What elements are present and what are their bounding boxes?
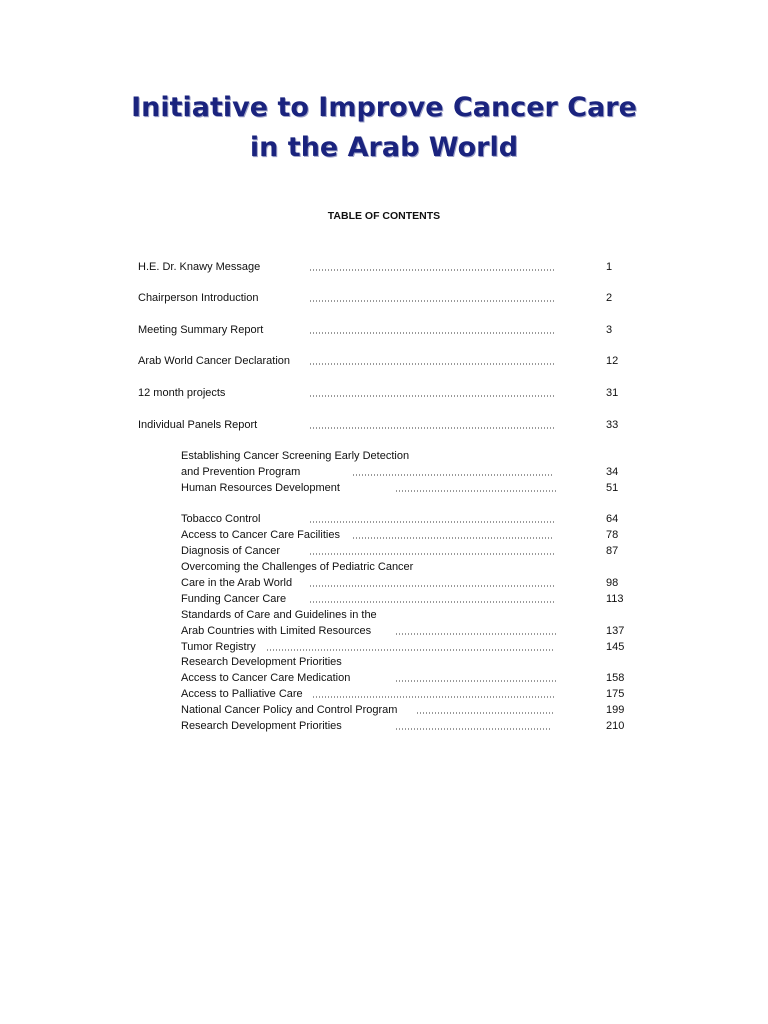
toc-entry-label: Arab World Cancer Declaration bbox=[138, 355, 291, 367]
dot-leader bbox=[352, 473, 554, 477]
toc-subentry-page: 113 bbox=[606, 593, 624, 605]
toc-subentry-label: Arab Countries with Limited Resources bbox=[181, 625, 372, 637]
title-line-1: Initiative to Improve Cancer Care bbox=[131, 92, 637, 123]
toc-subentry-page: 78 bbox=[606, 529, 619, 541]
toc-entry-page: 31 bbox=[606, 387, 619, 399]
toc-subentry-label: Diagnosis of Cancer bbox=[181, 545, 281, 557]
toc-subentry-page: 64 bbox=[606, 513, 619, 525]
toc-subentry-page: 137 bbox=[606, 625, 625, 637]
toc-entry-label: Meeting Summary Report bbox=[138, 324, 264, 336]
toc-subentry-label: Funding Cancer Care bbox=[181, 593, 287, 605]
toc-subentry-page: 175 bbox=[606, 688, 625, 700]
dot-leader bbox=[309, 520, 554, 524]
toc-entry-page: 12 bbox=[606, 355, 619, 367]
dot-leader bbox=[309, 426, 554, 430]
title-line-2: in the Arab World bbox=[249, 132, 519, 163]
toc-subentry-label: Access to Palliative Care bbox=[181, 688, 303, 700]
toc-entry-label: H.E. Dr. Knawy Message bbox=[138, 261, 261, 273]
document-title bbox=[0, 88, 768, 168]
toc-entry-page: 33 bbox=[606, 419, 619, 431]
dot-leader bbox=[309, 331, 554, 335]
toc-subentry-label-line1: Overcoming the Challenges of Pediatric Cancer bbox=[181, 561, 414, 573]
toc-subentry-label-line1: Standards of Care and Guidelines in the bbox=[181, 609, 377, 621]
toc-subentry-label-line1: Research Development Priorities bbox=[181, 656, 342, 668]
toc-subentry-page: 145 bbox=[606, 641, 625, 653]
toc-subentry-label: Care in the Arab World bbox=[181, 577, 293, 589]
toc-subentry-label: National Cancer Policy and Control Program bbox=[181, 704, 398, 716]
toc-entry-page: 3 bbox=[606, 324, 613, 336]
toc-subentry-page: 199 bbox=[606, 704, 625, 716]
toc-entry-label: Chairperson Introduction bbox=[138, 292, 259, 304]
toc-subentry-label: Access to Cancer Care Facilities bbox=[181, 529, 340, 541]
toc-subentry-label-line1: Establishing Cancer Screening Early Detection bbox=[181, 450, 410, 462]
toc-subentry-label: Access to Cancer Care Medication bbox=[181, 672, 351, 684]
dot-leader bbox=[309, 362, 554, 366]
dot-leader bbox=[309, 394, 554, 398]
toc-subentry-label: Tumor Registry bbox=[181, 641, 256, 653]
dot-leader bbox=[309, 552, 554, 556]
dot-leader bbox=[312, 695, 556, 699]
dot-leader bbox=[309, 268, 554, 272]
toc-entry-page: 1 bbox=[606, 261, 613, 273]
dot-leader bbox=[395, 489, 556, 493]
dot-leader bbox=[416, 711, 554, 715]
toc-subentry-label: Research Development Priorities bbox=[181, 720, 342, 732]
toc-subentry-label: and Prevention Program bbox=[181, 466, 301, 478]
toc-subentry-page: 98 bbox=[606, 577, 619, 589]
dot-leader bbox=[309, 299, 554, 303]
toc-subentry-page: 210 bbox=[606, 720, 625, 732]
toc-subentry-page: 158 bbox=[606, 672, 625, 684]
dot-leader bbox=[309, 584, 554, 588]
dot-leader bbox=[309, 600, 554, 604]
toc-entry-label: Individual Panels Report bbox=[138, 419, 258, 431]
toc-entry-label: 12 month projects bbox=[138, 387, 226, 399]
dot-leader bbox=[266, 648, 554, 652]
toc-subentry-page: 87 bbox=[606, 545, 619, 557]
dot-leader bbox=[352, 536, 554, 540]
toc-subentry-page: 34 bbox=[606, 466, 619, 478]
toc-subentry-page: 51 bbox=[606, 482, 619, 494]
toc-entry-page: 2 bbox=[606, 292, 613, 304]
toc-subentry-label: Tobacco Control bbox=[181, 513, 261, 525]
toc-heading: TABLE OF CONTENTS bbox=[327, 210, 441, 222]
dot-leader bbox=[395, 727, 551, 731]
toc-subentry-label: Human Resources Development bbox=[181, 482, 340, 494]
dot-leader bbox=[395, 679, 556, 683]
dot-leader bbox=[395, 632, 556, 636]
